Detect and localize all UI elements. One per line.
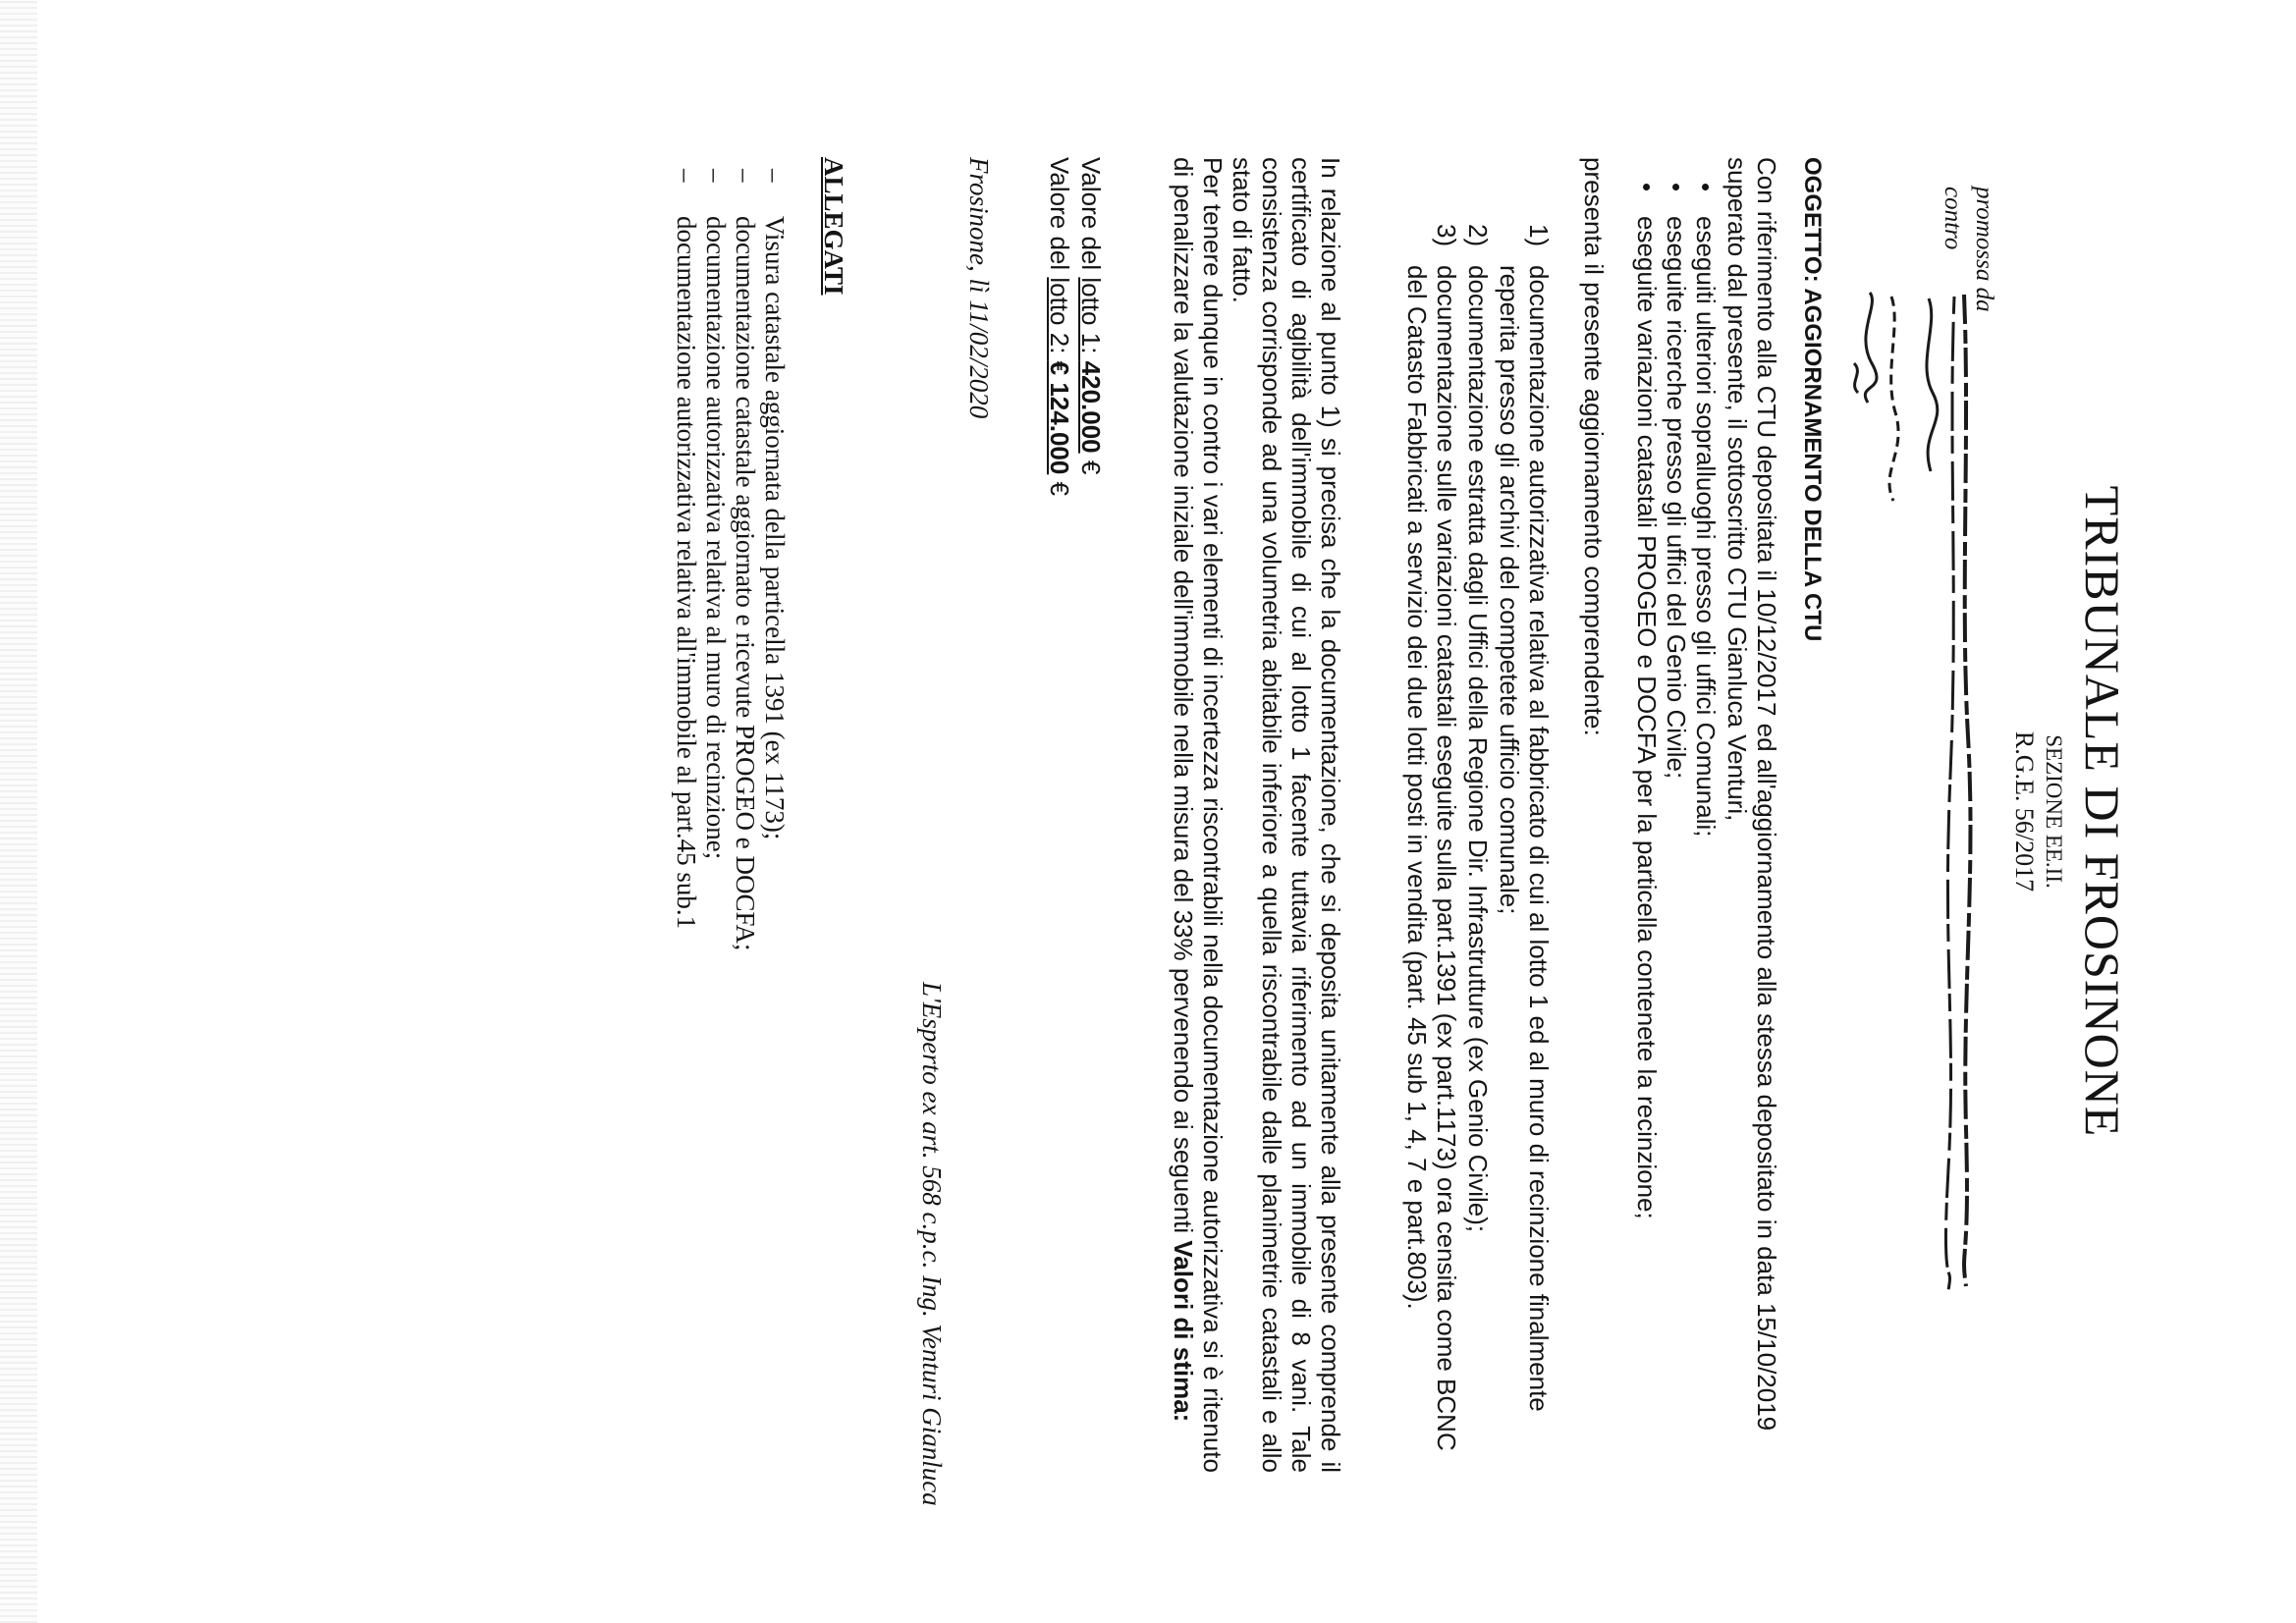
lot-label: lotto 1: [1076,277,1106,361]
valuation-heading: Valori di stima: [1169,1240,1198,1423]
paragraph-valuation [1169,157,1228,1473]
signature-line: L'Esperto ex art. 568 c.p.c. Ing. Venturi Gianluca [917,982,947,1506]
list-item [760,169,790,1453]
list-item-text: documentazione autorizzativa relativa all'immobile al part.45 sub.1 [672,216,701,930]
court-section: SEZIONE EE.II. [2042,734,2066,889]
list-item-text: documentazione sulle variazioni catastali eseguite sulla part.1391 (ex part.1173) ora censita come BCNC del Catasto Fabbricati a servizio dei due lotti posti in vendita (part. 45 sub 1, 4, 7 e part.803). [1402,265,1461,1451]
lot-amount: € 124.000 [1045,360,1074,475]
list-item-text: documentazione estratta dagli Uffici della Regione Dir. Infrastrutture (ex Genio Civile); [1463,265,1493,1233]
value-prefix: Valore del [1045,157,1074,278]
list-number: 3) [1432,224,1461,247]
list-item [1402,224,1461,1473]
list-item [731,169,760,1453]
subject-heading: OGGETTO: AGGIORNAMENTO DELLA CTU [1799,157,1826,642]
list-item-text: documentazione autorizzativa relativa al fabbricato di cui al lotto 1 ed al muro di recinzione finalmente reperita presso gli archivi del competete ufficio comunale; [1495,265,1554,1412]
dash-icon: – [701,169,731,183]
currency-symbol: € [1045,474,1074,497]
dash-icon: – [672,169,701,183]
list-item [672,169,701,1453]
list-item [1691,183,1721,1473]
value-prefix: Valore del [1076,157,1106,278]
place-date: Frosinone, lì 11/02/2020 [964,157,994,419]
numbered-list [1402,224,1554,1473]
action-list [1632,183,1721,1473]
bullet-icon: • [1662,183,1691,192]
currency-symbol: € [1076,453,1106,475]
attachments-list [672,169,790,1453]
list-item [701,169,731,1453]
bullet-icon: • [1691,183,1721,192]
list-item [1463,224,1493,1473]
list-item [1632,183,1662,1473]
value-lot-2 [1045,157,1074,496]
dash-icon: – [731,169,760,183]
list-item-text: eseguiti ulteriori sopralluoghi presso gli uffici Comunali; [1691,216,1721,838]
docket-number: R.G.E. 56/2017 [2010,730,2039,893]
paragraph-text: Per tenere dunque in contro i vari elementi di incertezza riscontrabili nella documentazione autorizzativa si è ritenuto di penalizzare la valutazione iniziale dell'immobile nella misura del 33% pervenendo ai seguenti [1169,157,1228,1473]
list-item-text: documentazione catastale aggiornato e ricevute PROGEO e DOCFA; [731,216,760,951]
presents-line: presenta il presente aggiornamento comprendente: [1579,157,1609,736]
redaction-scribble [1840,187,1978,1306]
list-item [1662,183,1691,1473]
list-item [1495,224,1554,1473]
bullet-icon: • [1632,183,1662,192]
list-number: 1) [1524,224,1554,247]
value-lot-1 [1076,157,1106,474]
court-title: TRIBUNALE DI FROSINONE [2075,485,2130,1138]
against-label: contro [1940,187,1966,250]
list-item-text: eseguite variazioni catastali PROGEO e DOCFA per la particella contenete la recinzione; [1632,216,1662,1219]
paragraph-agibilita: In relazione al punto 1) si precisa che la documentazione, che si deposita unitamente alla presente comprende il certificato di agibilità dell'immobile di cui al lotto 1 facente tuttavia riferimento ad un immobile di 8 vani. Tale consistenza corrisponde ad una volumetria abitabile inferiore a quella riscontrabile dalle planimetrie catastali e allo stato di fatto. [1228,157,1345,1473]
lot-label: lotto 2: [1045,277,1074,361]
promoted-by-label: promossa da [1971,187,1997,312]
dash-icon: – [760,169,790,183]
intro-paragraph: Con riferimento alla CTU depositata il 10/12/2017 ed all'aggiornamento alla stessa depositato in data 15/10/2019 superato dal presente, il sottoscritto CTU Gianluca Venturi, [1722,157,1781,1432]
list-item-text: documentazione autorizzativa relativa al muro di recinzione; [701,216,731,860]
attachments-heading: ALLEGATI [819,157,848,296]
lot-amount: 420.000 [1076,360,1106,454]
list-item-text: eseguite ricerche presso gli uffici del Genio Civile; [1662,216,1691,780]
list-item-text: Visura catastale aggiornata della particella 1391 (ex 1173); [760,216,790,840]
list-number: 2) [1463,224,1493,247]
